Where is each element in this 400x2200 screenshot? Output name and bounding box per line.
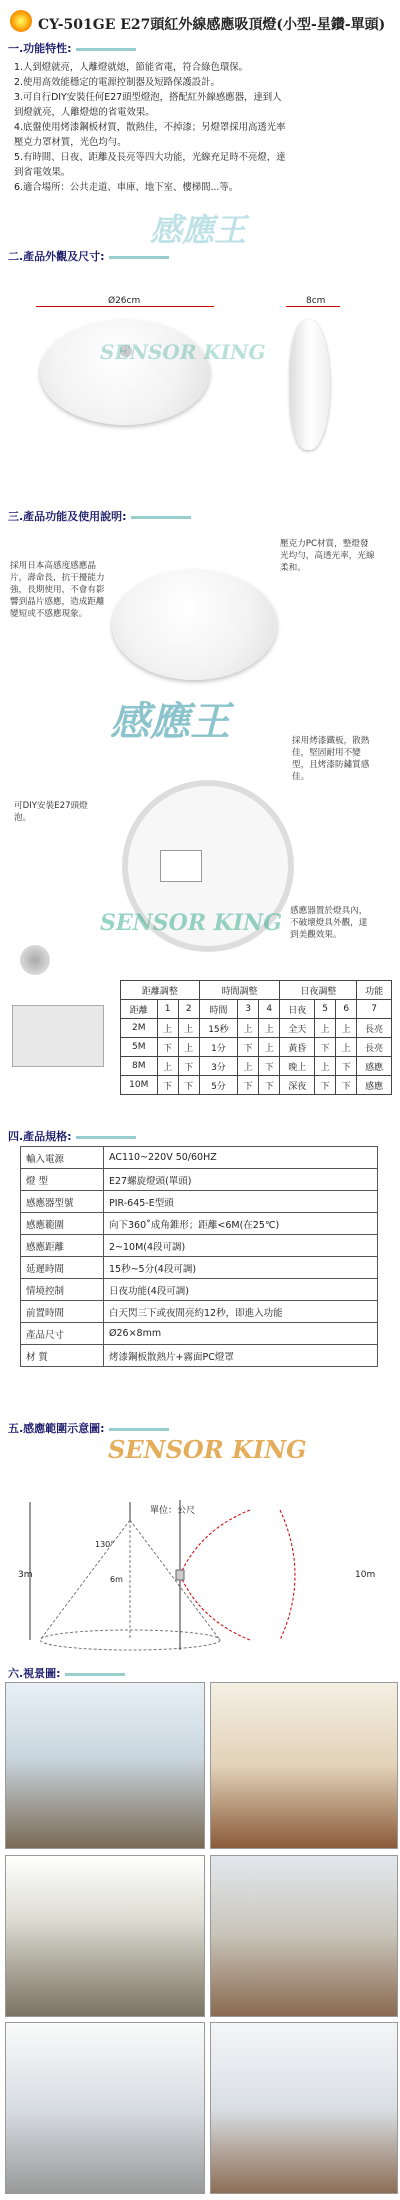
spec-row bbox=[21, 1323, 378, 1345]
spec-row bbox=[21, 1147, 378, 1169]
adjust-cell: 下 bbox=[238, 1076, 259, 1095]
feature-item: 2.使用高效能穩定的電源控制器及短路保護設計。 bbox=[14, 77, 220, 88]
section-specs-heading: 四.產品規格: bbox=[8, 1128, 136, 1144]
adjust-cell: 2 bbox=[178, 1000, 199, 1019]
feature-item: 6.適合場所：公共走道、車庫、地下室、樓梯間...等。 bbox=[14, 182, 239, 193]
feature-item: 1.人到燈就亮，人離燈就熄，節能省電，符合綠色環保。 bbox=[14, 62, 248, 73]
adjust-cell: 上 bbox=[178, 1038, 199, 1057]
adjust-cell: 上 bbox=[259, 1038, 280, 1057]
spec-key: 延遲時間 bbox=[21, 1257, 104, 1279]
adjust-row bbox=[121, 1076, 392, 1095]
sensor-head-image bbox=[20, 945, 50, 975]
adjust-cell: 6 bbox=[336, 1000, 357, 1019]
sensor-module bbox=[160, 850, 202, 882]
watermark-cn-2: 感應王 bbox=[110, 698, 230, 745]
feature-item: 4.底盤使用烤漆鋼板材質，散熱佳，不掉漆；另燈罩採用高透光率 bbox=[14, 122, 286, 133]
adjust-cell: 距離 bbox=[121, 1000, 158, 1019]
diameter-label: Ø26cm bbox=[105, 296, 143, 306]
spec-value: 日夜功能(4段可調) bbox=[104, 1279, 378, 1301]
adjust-cell: 下 bbox=[157, 1076, 178, 1095]
spec-row bbox=[21, 1279, 378, 1301]
adjust-cell: 5 bbox=[315, 1000, 336, 1019]
adjust-cell: 4 bbox=[259, 1000, 280, 1019]
section-features-heading: 一.功能特性: bbox=[8, 40, 136, 56]
adjust-cell: 下 bbox=[178, 1057, 199, 1076]
logo-icon bbox=[10, 10, 32, 32]
section-scenes-heading: 六.視景圖: bbox=[8, 1665, 125, 1681]
scene-photo-balcony bbox=[5, 1682, 205, 1849]
spec-row bbox=[21, 1191, 378, 1213]
spec-key: 感應距離 bbox=[21, 1235, 104, 1257]
spec-value: AC110~220V 50/60HZ bbox=[104, 1147, 378, 1169]
feature-item: 壓克力罩材質，光色均勻。 bbox=[14, 137, 127, 148]
adjust-cell: 1 bbox=[157, 1000, 178, 1019]
spec-key: 輸入電源 bbox=[21, 1147, 104, 1169]
spec-row bbox=[21, 1213, 378, 1235]
scene-photo-laundry bbox=[5, 2022, 205, 2194]
spec-key: 燈 型 bbox=[21, 1169, 104, 1191]
adjust-cell: 上 bbox=[315, 1019, 336, 1038]
adjust-cell: 日夜 bbox=[280, 1000, 315, 1019]
adjust-cell: 深夜 bbox=[280, 1076, 315, 1095]
feature-item: 5.有時間、日夜、距離及長亮等四大功能，光線充足時不亮燈，達 bbox=[14, 152, 286, 163]
adjust-cell: 3分 bbox=[199, 1057, 237, 1076]
adjust-cell: 下 bbox=[238, 1038, 259, 1057]
spec-value: 烤漆鋼板散熱片+霧面PC燈罩 bbox=[104, 1345, 378, 1367]
height-label: 8cm bbox=[306, 296, 326, 306]
spec-row bbox=[21, 1169, 378, 1191]
adjust-cell: 1分 bbox=[199, 1038, 237, 1057]
adjust-row bbox=[121, 1038, 392, 1057]
note-base: 採用烤漆鐵板，散熱佳，堅固耐用不變型，且烤漆防鏽質感佳。 bbox=[292, 736, 370, 782]
adjust-row bbox=[121, 1000, 392, 1019]
adjust-cell: 3 bbox=[238, 1000, 259, 1019]
adjust-cell: 下 bbox=[259, 1076, 280, 1095]
adjust-row bbox=[121, 1019, 392, 1038]
scene-photo-terrace bbox=[5, 1855, 205, 2017]
note-sensor: 感應器置於燈具內，不破壞燈具外觀，達到美觀效果。 bbox=[290, 906, 368, 940]
spec-value: 向下360˚成角錐形；距離<6M(在25℃) bbox=[104, 1213, 378, 1235]
adjust-header-cell: 日夜調整 bbox=[280, 981, 357, 1000]
feature-item: 到燈就亮，人離燈熄的省電效果。 bbox=[14, 107, 155, 118]
spec-row bbox=[21, 1345, 378, 1367]
adjust-table bbox=[120, 980, 392, 1095]
adjust-cell: 長亮 bbox=[357, 1038, 392, 1057]
control-board-image bbox=[12, 1005, 104, 1067]
section-usage-heading: 三.產品功能及使用說明: bbox=[8, 508, 191, 524]
unit-label: 單位：公尺 bbox=[150, 1506, 196, 1516]
spec-value: 白天閃三下或夜間亮約12秒，即進入功能 bbox=[104, 1301, 378, 1323]
scene-photo-corridor bbox=[210, 1682, 398, 1849]
section-range-heading: 五.感應範圍示意圖: bbox=[8, 1420, 169, 1436]
adjust-cell: 10M bbox=[121, 1076, 158, 1095]
adjust-header-cell: 時間調整 bbox=[199, 981, 280, 1000]
spec-key: 情境控制 bbox=[21, 1279, 104, 1301]
adjust-cell: 下 bbox=[315, 1076, 336, 1095]
adjust-cell: 15秒 bbox=[199, 1019, 237, 1038]
adjust-cell: 黃昏 bbox=[280, 1038, 315, 1057]
adjust-cell: 上 bbox=[336, 1019, 357, 1038]
diameter-line bbox=[36, 306, 214, 307]
adjust-cell: 2M bbox=[121, 1019, 158, 1038]
watermark-en: SENSOR KING bbox=[100, 340, 266, 364]
spec-key: 感應範圍 bbox=[21, 1213, 104, 1235]
spec-value: 15秒~5分(4段可調) bbox=[104, 1257, 378, 1279]
adjust-cell: 上 bbox=[336, 1038, 357, 1057]
adjust-cell: 上 bbox=[157, 1019, 178, 1038]
adjust-cell: 長亮 bbox=[357, 1019, 392, 1038]
adjust-cell: 下 bbox=[315, 1038, 336, 1057]
adjust-cell: 5M bbox=[121, 1038, 158, 1057]
spec-table bbox=[20, 1146, 378, 1367]
lamp-side-view bbox=[290, 320, 330, 450]
adjust-cell: 下 bbox=[178, 1076, 199, 1095]
range-right-width: 10m bbox=[355, 1570, 376, 1580]
watermark-en-2: SENSOR KING bbox=[100, 910, 283, 936]
adjust-cell: 全天 bbox=[280, 1019, 315, 1038]
adjust-cell: 上 bbox=[315, 1057, 336, 1076]
spec-row bbox=[21, 1235, 378, 1257]
height-line bbox=[286, 306, 340, 307]
range-diagram bbox=[10, 1490, 390, 1660]
lamp-top-view bbox=[40, 320, 210, 425]
adjust-cell: 上 bbox=[157, 1057, 178, 1076]
feature-item: 3.可自行DIY安裝任何E27頭型燈泡，搭配紅外線感應器，達到人 bbox=[14, 92, 282, 103]
spec-row bbox=[21, 1301, 378, 1323]
note-e27: 可DIY安裝E27頭燈泡。 bbox=[14, 801, 88, 823]
spec-key: 感應器型號 bbox=[21, 1191, 104, 1213]
features-list bbox=[14, 60, 394, 195]
adjust-cell: 時間 bbox=[199, 1000, 237, 1019]
range-angle: 130° bbox=[95, 1540, 115, 1549]
adjust-cell: 下 bbox=[157, 1038, 178, 1057]
spec-key: 材 質 bbox=[21, 1345, 104, 1367]
adjust-cell: 上 bbox=[178, 1019, 199, 1038]
feature-item: 到省電效果。 bbox=[14, 167, 71, 178]
adjust-cell: 7 bbox=[357, 1000, 392, 1019]
adjust-cell: 晚上 bbox=[280, 1057, 315, 1076]
spec-value: E27螺旋燈頭(單頭) bbox=[104, 1169, 378, 1191]
adjust-header-cell: 功能 bbox=[357, 981, 392, 1000]
spec-value: PIR-645-E型頭 bbox=[104, 1191, 378, 1213]
spec-value: Ø26×8mm bbox=[104, 1323, 378, 1345]
spec-row bbox=[21, 1257, 378, 1279]
range-left-height: 3m bbox=[18, 1570, 33, 1580]
adjust-header-cell: 距離調整 bbox=[121, 981, 200, 1000]
adjust-cell: 下 bbox=[336, 1057, 357, 1076]
adjust-row bbox=[121, 1057, 392, 1076]
note-chip: 採用日本高感度感應晶片，壽命長，抗干擾能力強，長期使用，不會有影響到晶片感應，造成距離變短或不感應現象。 bbox=[10, 561, 105, 619]
adjust-cell: 上 bbox=[238, 1057, 259, 1076]
scene-photo-hallway bbox=[210, 1855, 398, 2017]
section-appearance-heading: 二.產品外觀及尺寸: bbox=[8, 248, 169, 264]
spec-value: 2~10M(4段可調) bbox=[104, 1235, 378, 1257]
adjust-cell: 下 bbox=[336, 1076, 357, 1095]
watermark-cn: 感應王 bbox=[150, 211, 247, 249]
adjust-cell: 感應 bbox=[357, 1076, 392, 1095]
adjust-cell: 上 bbox=[238, 1019, 259, 1038]
watermark-en-3: SENSOR KING bbox=[108, 1435, 307, 1464]
adjust-cell: 感應 bbox=[357, 1057, 392, 1076]
range-distance: 6m bbox=[110, 1575, 123, 1584]
adjust-cell: 8M bbox=[121, 1057, 158, 1076]
adjust-cell: 下 bbox=[259, 1057, 280, 1076]
spec-key: 前置時間 bbox=[21, 1301, 104, 1323]
adjust-cell: 上 bbox=[259, 1019, 280, 1038]
lamp-usage-view bbox=[112, 570, 277, 680]
spec-key: 產品尺寸 bbox=[21, 1323, 104, 1345]
adjust-cell: 5分 bbox=[199, 1076, 237, 1095]
page-title: CY-501GE E27頭紅外線感應吸頂燈(小型-星鑽-單頭) bbox=[38, 17, 386, 33]
note-cover: 壓克力PC材質，整燈發光均勻，高透光率，光線柔和。 bbox=[280, 539, 375, 573]
scene-photo-room bbox=[210, 2022, 398, 2194]
